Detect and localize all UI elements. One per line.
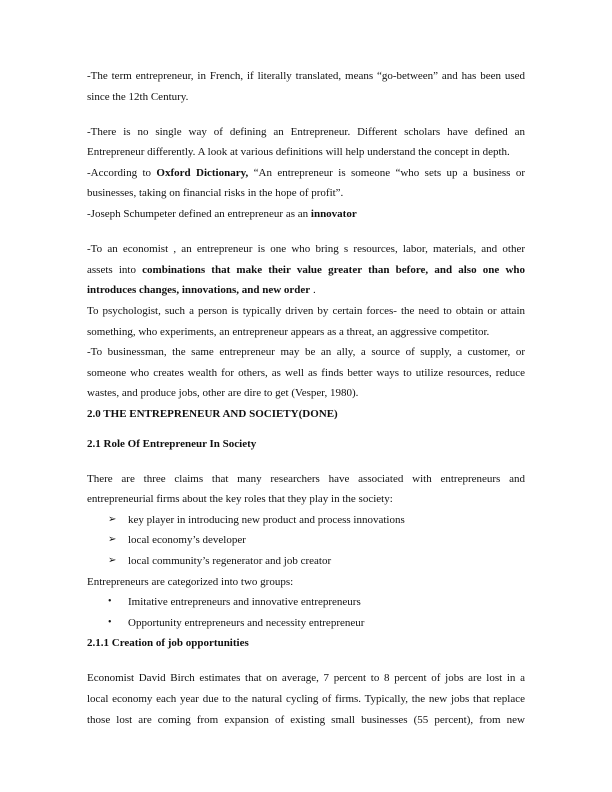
bold-text: introduces changes, innovations, and new order (87, 284, 311, 297)
paragraph-line: entrepreneurial firms about the key roles that they play in the society: (87, 493, 393, 506)
paragraph-line: To psychologist, such a person is typically driven by certain forces- the need to obtain or attain (87, 304, 525, 317)
list-item: ➢ key player in introducing new product and process innovations (87, 510, 525, 531)
section-heading: 2.0 THE ENTREPRENEUR AND SOCIETY(DONE) (87, 407, 338, 420)
document-page (87, 66, 525, 730)
paragraph-line: something, who experiments, an entrepreneur appears as a threat, an aggressive competitor. (87, 325, 490, 338)
subsection-heading: 2.1 Role Of Entrepreneur In Society (87, 437, 257, 450)
paragraph-line: local economy each year due to the natural cycling of firms. Typically, the new jobs that replace (87, 693, 525, 706)
arrow-bullet-icon: ➢ (108, 513, 117, 525)
paragraph-line: -There is no single way of defining an Entrepreneur. Different scholars have defined an (87, 125, 525, 138)
list-item: ➢ local community’s regenerator and job creator (87, 551, 525, 572)
paragraph-line: since the 12th Century. (87, 90, 189, 103)
paragraph-line: businesses, taking on financial risks in the hope of profit”. (87, 187, 344, 200)
list-item: • Opportunity entrepreneurs and necessity entrepreneur (87, 613, 525, 634)
text: -According to (87, 166, 157, 179)
paragraph-line: Entrepreneurs are categorized into two groups: (87, 575, 294, 588)
paragraph-line: Entrepreneur differently. A look at various definitions will help understand the concept in depth. (87, 146, 510, 159)
list-item: ➢ local economy’s developer (87, 530, 525, 551)
bold-text: innovator (310, 208, 357, 221)
paragraph-line: Economist David Birch estimates that on average, 7 percent to 8 percent of jobs are lost in a (87, 672, 525, 685)
arrow-bullet-icon: ➢ (108, 554, 117, 566)
paragraph-line: -To an economist , an entrepreneur is one who bring s resources, labor, materials, and other (87, 243, 525, 256)
bold-text: combinations that make their value greater than before, and also one who (142, 263, 525, 276)
paragraph-line (87, 163, 525, 184)
paragraph-line: those lost are coming from expansion of existing small businesses (55 percent), from new (87, 713, 525, 726)
text: . (310, 284, 316, 297)
paragraph-line (87, 260, 525, 281)
paragraph-line: someone who creates wealth for others, as well as finds better ways to utilize resources, reduce (87, 366, 525, 379)
list-item: • Imitative entrepreneurs and innovative entrepreneurs (87, 592, 525, 613)
subsubsection-heading: 2.1.1 Creation of job opportunities (87, 637, 249, 650)
arrow-bullet-icon: ➢ (108, 534, 117, 546)
text: “An entrepreneur is someone “who sets up a business or (248, 166, 525, 179)
paragraph-line: -The term entrepreneur, in French, if literally translated, means “go-between” and has been used (87, 70, 525, 82)
paragraph-line: -To businessman, the same entrepreneur may be an ally, a source of supply, a customer, or (87, 346, 525, 359)
dot-bullet-icon: • (108, 616, 112, 628)
dot-bullet-icon: • (108, 596, 112, 608)
text: assets into (87, 263, 143, 276)
text: -Joseph Schumpeter defined an entrepreneur as an (87, 208, 311, 221)
paragraph-line (87, 280, 525, 301)
paragraph-line: There are three claims that many researchers have associated with entrepreneurs and (87, 472, 525, 485)
paragraph-line: wastes, and produce jobs, other are dire to get (Vesper, 1980). (87, 387, 359, 400)
paragraph-line (87, 204, 525, 225)
bold-text: Oxford Dictionary, (156, 166, 249, 179)
